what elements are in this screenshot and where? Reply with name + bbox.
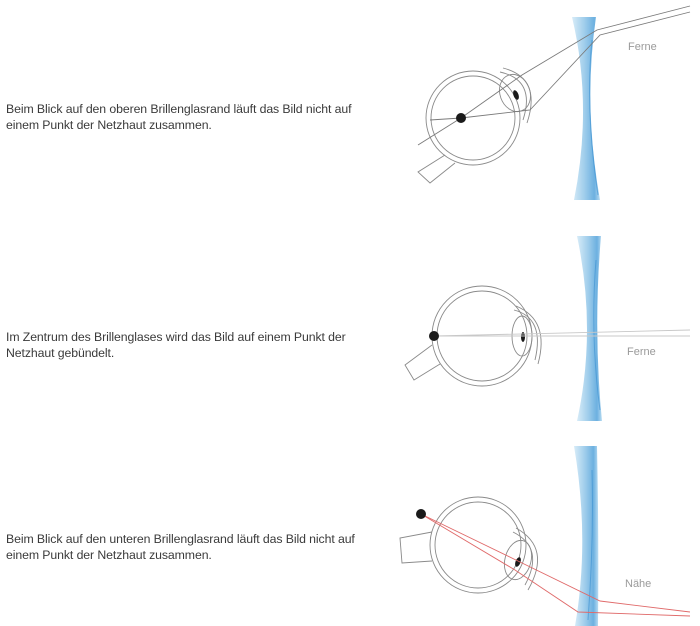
spectacle-lens [572,17,600,200]
caption-upper: Beim Blick auf den oberen Brillenglasrand läuft das Bild nicht auf einem Punkt der Netzhaut zusammen. [6,102,352,132]
eye-icon [418,68,536,183]
focal-point [456,113,466,123]
distance-label-lower: Nähe [625,578,652,590]
distance-label-center: Ferne [627,346,656,358]
diagram-lower [380,430,700,626]
caption-lower: Beim Blick auf den unteren Brillenglasrand läuft das Bild nicht auf einem Punkt der Netzhaut zusammen. [6,532,355,562]
focal-point [429,331,439,341]
diagram-upper [380,0,700,210]
distance-label-upper: Ferne [628,41,657,53]
caption-center: Im Zentrum des Brillenglases wird das Bild auf einem Punkt der Netzhaut gebündelt. [6,330,346,360]
diagram-center [380,220,700,430]
focal-point [416,509,426,519]
spectacle-lens [574,446,598,626]
